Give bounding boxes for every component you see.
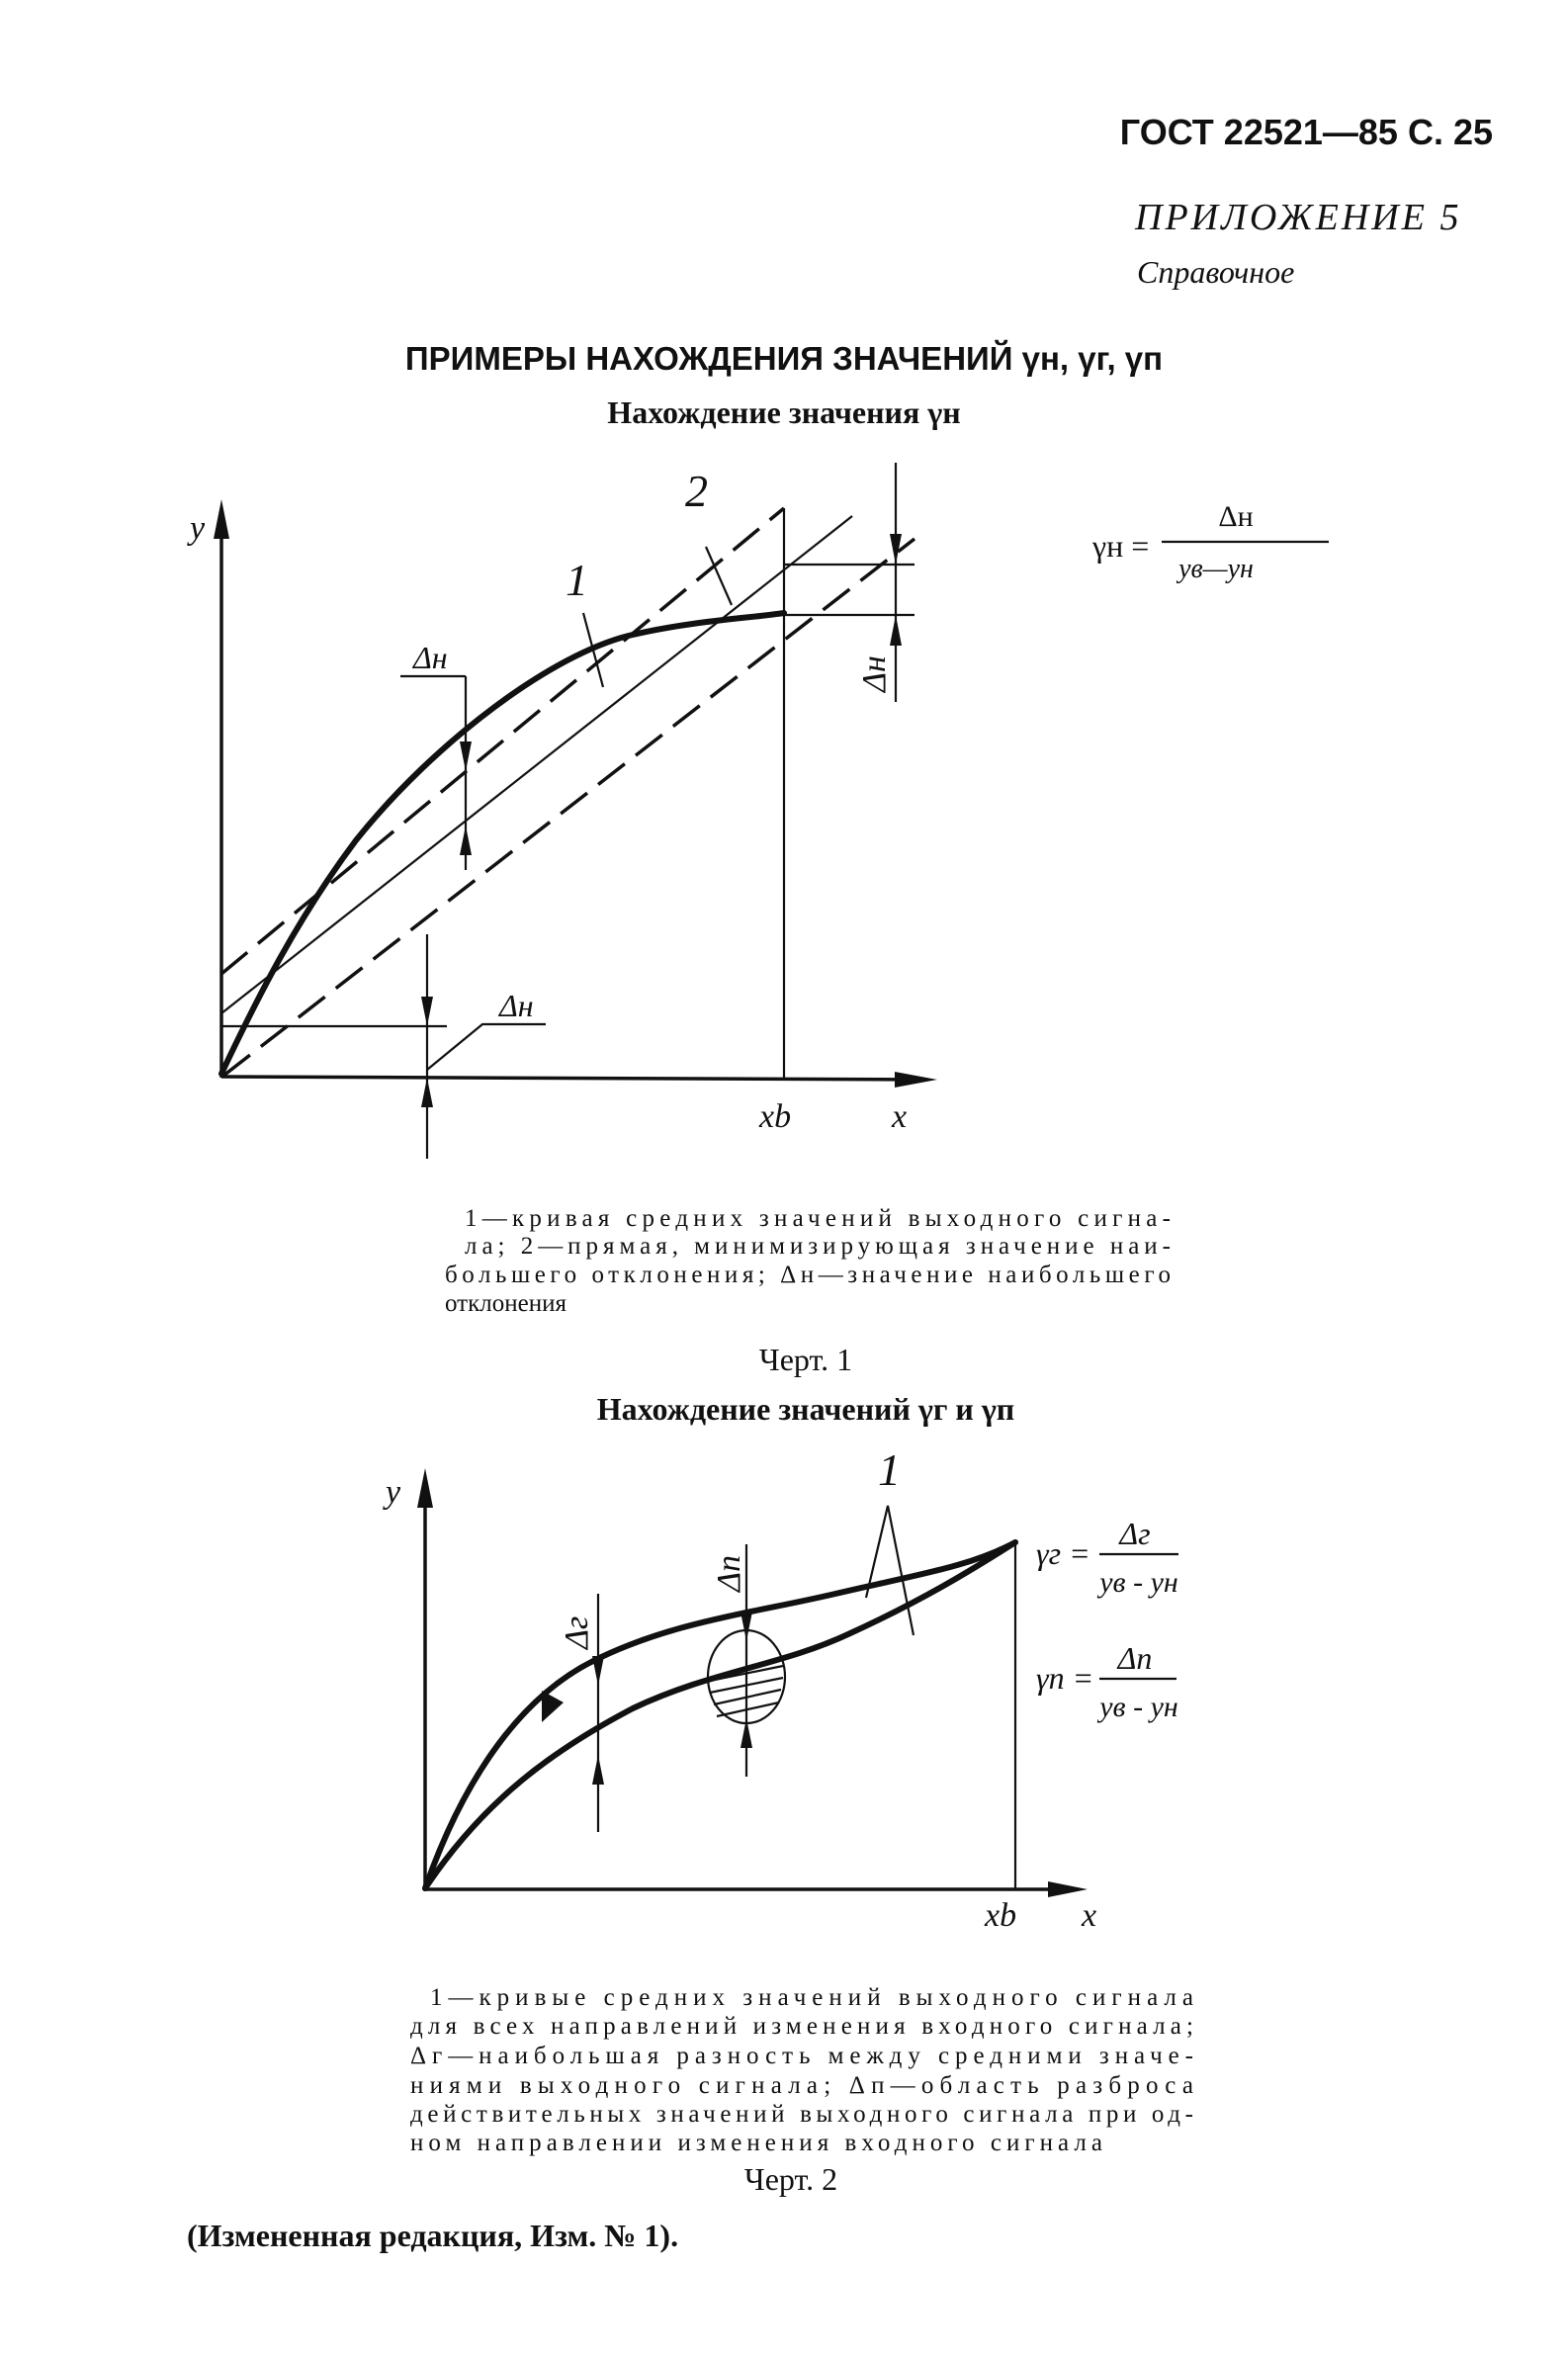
figure-1-diagram — [187, 463, 937, 1159]
figure-2-caption — [410, 1984, 1193, 2156]
caption-line: ла; 2—прямая, минимизирующая значение наи- — [465, 1233, 1171, 1260]
section2-subtitle: Нахождение значений γг и γп — [596, 1391, 1015, 1427]
lower-dashed-line — [223, 539, 915, 1076]
formula-numerator: Δн — [1218, 500, 1254, 533]
caption-line: большего отклонения; Δн—значение наибольшего — [445, 1262, 1171, 1288]
line-label-2: 2 — [685, 466, 708, 516]
direction-arrow-icon — [542, 1691, 564, 1722]
xb-label: xb — [759, 1098, 792, 1135]
x-axis — [221, 1077, 924, 1080]
curve-label-1: 1 — [566, 555, 588, 605]
arrow-icon — [460, 826, 472, 855]
formula-lhs: γн = — [1092, 528, 1150, 564]
formula-numerator: Δп — [1117, 1640, 1153, 1676]
delta-n-label: Δн — [856, 655, 893, 692]
caption-line: действительных значений выходного сигнала при од- — [410, 2101, 1193, 2128]
x-axis-arrow-icon — [895, 1072, 937, 1088]
formula-numerator: Δг — [1119, 1516, 1151, 1551]
arrow-icon — [890, 615, 902, 646]
arrow-icon — [460, 741, 472, 771]
x-axis-arrow-icon — [1048, 1881, 1088, 1897]
caption-line: ниями выходного сигнала; Δп—область разброса — [410, 2072, 1194, 2099]
formula-gamma-p — [1036, 1640, 1178, 1723]
arrow-icon — [592, 1755, 604, 1785]
caption-line: 1—кривые средних значений выходного сигнала — [430, 1984, 1193, 2011]
upper-dashed-line — [221, 508, 784, 974]
x-axis-label: x — [1082, 1897, 1097, 1934]
caption-line: ном направлении изменения входного сигнала — [410, 2130, 1102, 2156]
y-axis-label: y — [190, 510, 206, 547]
leader-line — [427, 1024, 546, 1070]
figure-2-diagram — [383, 1444, 1096, 1934]
formula-denominator: yв—yн — [1178, 554, 1254, 584]
figure-1-caption — [445, 1205, 1171, 1317]
xb-label: xb — [985, 1897, 1017, 1934]
delta-n-label: Δн — [413, 640, 448, 675]
arrow-icon — [740, 1612, 752, 1641]
standard-page-header: ГОСТ 22521—85 С. 25 — [1119, 112, 1493, 152]
caption-line: Δг—наибольшая разность между средними значе- — [410, 2043, 1193, 2069]
delta-g-label: Δг — [559, 1615, 595, 1649]
y-axis-label: y — [386, 1474, 401, 1511]
figure-1-label: Черт. 1 — [758, 1342, 853, 1377]
x-axis-label: x — [892, 1098, 908, 1135]
formula-denominator: yв - yн — [1099, 1691, 1178, 1723]
appendix-type: Справочное — [1137, 254, 1295, 290]
caption-line: для всех направлений изменения входного сигнала; — [410, 2013, 1194, 2040]
curves-label-1: 1 — [878, 1444, 901, 1495]
leader-line — [706, 547, 732, 605]
figure-2-label: Черт. 2 — [743, 2161, 838, 2197]
y-axis-arrow-icon — [214, 499, 229, 539]
formula-gamma-n — [1091, 500, 1329, 584]
y-axis-arrow-icon — [417, 1468, 433, 1508]
caption-line: 1—кривая средних значений выходного сигна- — [465, 1205, 1172, 1232]
formula-gamma-g — [1036, 1516, 1178, 1599]
caption-line: отклонения — [445, 1290, 566, 1317]
minimizing-line — [221, 516, 852, 1013]
arrow-icon — [592, 1656, 604, 1686]
formula-denominator: yв - yн — [1099, 1566, 1178, 1599]
section1-subtitle: Нахождение значения γн — [607, 394, 961, 430]
delta-p-label: Δп — [711, 1555, 747, 1592]
formula-lhs: γп = — [1036, 1660, 1094, 1696]
formula-lhs: γг = — [1036, 1535, 1090, 1571]
amendment-note: (Измененная редакция, Изм. № 1). — [187, 2218, 679, 2253]
arrow-icon — [421, 1078, 433, 1107]
arrow-icon — [421, 997, 433, 1026]
page-title: ПРИМЕРЫ НАХОЖДЕНИЯ ЗНАЧЕНИЙ γн, γг, γп — [404, 340, 1164, 377]
delta-n-label: Δн — [499, 988, 534, 1023]
appendix-label: ПРИЛОЖЕНИЕ 5 — [1135, 197, 1462, 238]
